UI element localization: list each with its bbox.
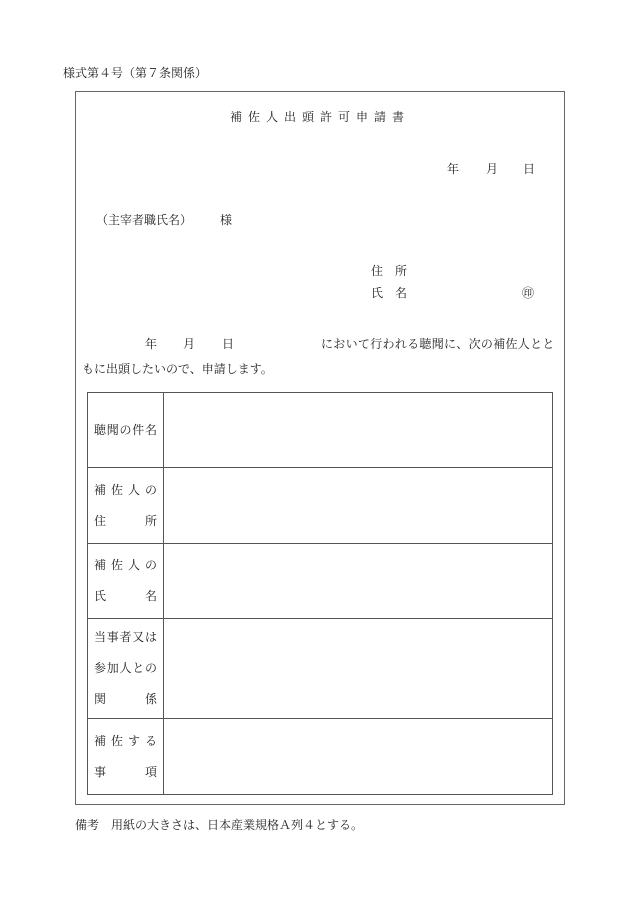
row-label: 聴聞の件名: [94, 422, 157, 437]
date-day: 日: [523, 162, 536, 176]
date-year: 年: [447, 162, 460, 176]
row-label: 関係: [94, 692, 157, 706]
row-label: 補佐人の: [94, 482, 157, 497]
row-label: 補佐する: [94, 733, 157, 748]
body-line-2: もに出頭したいので、申請します。: [82, 362, 273, 376]
applicant-name-label: 氏 名: [371, 286, 408, 300]
document-title: 補佐人出頭許可申請書: [230, 110, 411, 124]
row-label: 氏名: [94, 589, 157, 603]
addressee-label: （主宰者職氏名）: [96, 213, 193, 227]
table-row: [88, 393, 553, 468]
body-line-1: において行われる聴聞に、次の補佐人とと: [321, 337, 555, 351]
row-label: 当事者又は: [94, 630, 157, 644]
hearing-subject-field[interactable]: [164, 393, 553, 468]
row-label: 事項: [94, 764, 157, 779]
details-table: [87, 392, 553, 795]
seal-mark: ㊞: [522, 286, 535, 300]
body-month: 月: [183, 337, 196, 351]
body-year: 年: [145, 337, 158, 351]
addressee-honorific: 様: [220, 213, 233, 227]
assistant-name-field[interactable]: [164, 544, 553, 619]
footnote: 備考 用紙の大きさは、日本産業規格Ａ列４とする。: [75, 818, 364, 832]
table-row: [88, 619, 553, 719]
relationship-field[interactable]: [164, 619, 553, 719]
table-row: [88, 544, 553, 619]
form-number: 様式第４号（第７条関係）: [63, 66, 208, 80]
table-row: [88, 719, 553, 795]
row-label: 住所: [94, 513, 157, 528]
row-label: 参加人との: [94, 661, 157, 675]
assistance-matters-field[interactable]: [164, 719, 553, 795]
body-day: 日: [222, 337, 235, 351]
assistant-address-field[interactable]: [164, 468, 553, 544]
row-label: 補佐人の: [94, 558, 157, 572]
date-month: 月: [486, 162, 499, 176]
applicant-address-label: 住 所: [371, 264, 408, 278]
table-row: [88, 468, 553, 544]
